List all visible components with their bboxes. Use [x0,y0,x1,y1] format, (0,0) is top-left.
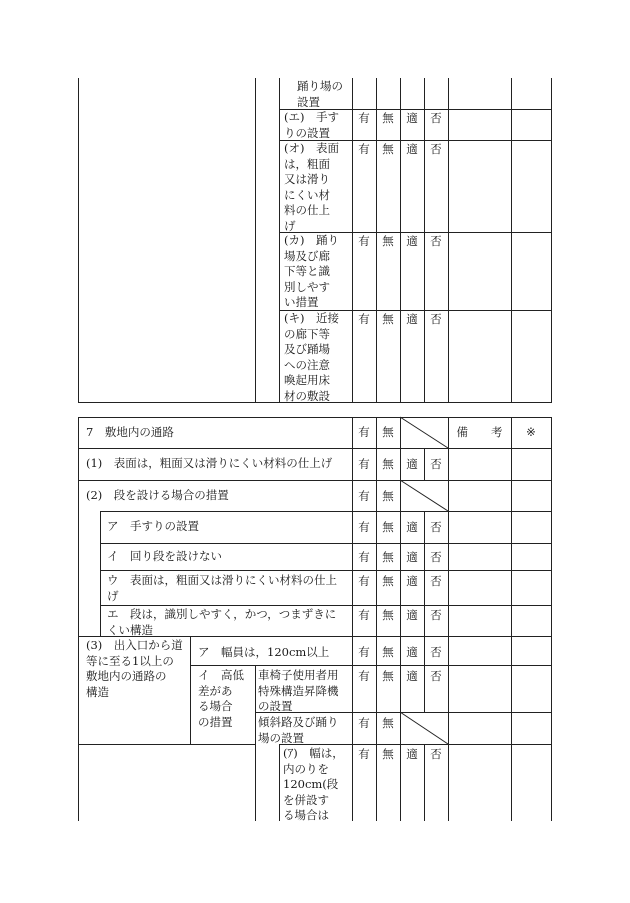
upper-row-text: い措置 [284,295,319,309]
upper-mark-ok: 適 [406,142,418,156]
upper-mark-yes: 有 [358,234,370,248]
upper-mark-no: 無 [382,234,394,248]
item2-u-mark-ng: 否 [430,574,442,588]
item2-e-label: くい構造 [107,622,153,637]
item2-a-mark-yes: 有 [358,520,370,534]
item2-a-label: ア 手すりの設置 [107,519,199,533]
section7-title: 7 敷地内の通路 [86,425,174,439]
upper-row-text: 及び踊場 [284,342,330,356]
upper-mark-ng: 否 [430,111,442,125]
upper-mark-ok: 適 [406,312,418,326]
width-note-label: る場合は [283,808,329,822]
item2-mark-yes: 有 [358,489,370,503]
upper-row-text: (キ) 近接 [284,311,339,325]
item2-e-mark-ok: 適 [406,608,418,622]
diagonal-header [400,417,448,448]
upper-row-text: 設置 [297,94,320,109]
item3-label: 敷地内の通路の [86,669,167,683]
diagonal-slope [400,712,448,744]
item2-i-mark-yes: 有 [358,550,370,564]
upper-mark-no: 無 [382,312,394,326]
upper-row-text: 下等と識 [284,264,330,278]
item2-i-mark-ok: 適 [406,550,418,564]
section7-kome-label: ※ [526,425,536,439]
item2-u-mark-no: 無 [382,574,394,588]
item2-i-mark-ng: 否 [430,550,442,564]
item3-a-mark-ok: 適 [406,645,418,659]
upper-row-text: 別しやす [284,279,330,294]
item2-a-mark-ng: 否 [430,520,442,534]
wheelchair-label: の設置 [258,699,293,713]
section7-header-yes: 有 [358,425,370,439]
upper-mark-ng: 否 [430,234,442,248]
slope-label: 場の設置 [258,730,304,745]
item2-u-mark-yes: 有 [358,574,370,588]
upper-row-text: (オ) 表面 [284,141,339,155]
item2-u-label: げ [107,588,119,603]
item1-mark-ok: 適 [406,457,418,471]
item2-a-mark-no: 無 [382,520,394,534]
wheelchair-mark-yes: 有 [358,669,370,683]
width-note-mark-yes: 有 [358,747,370,761]
item3-i-label: イ 高低 [198,668,244,682]
item1-mark-yes: 有 [358,457,370,471]
slope-mark-yes: 有 [358,716,370,730]
item1-label: (1) 表面は，粗面又は滑りにくい材料の仕上げ [86,456,333,470]
item2-u-mark-ok: 適 [406,574,418,588]
upper-mark-no: 無 [382,142,394,156]
item3-i-label: 差があ [198,683,233,698]
item3-i-label: の措置 [198,714,233,729]
upper-row-text: (エ) 手す [284,110,339,124]
item3-label: 等に至る1以上の [86,653,174,668]
item3-a-mark-ng: 否 [430,645,442,659]
diagonal-item2 [400,480,448,511]
item1-mark-ng: 否 [430,457,442,471]
upper-mark-yes: 有 [358,142,370,156]
item2-a-mark-ok: 適 [406,520,418,534]
item2-e-mark-no: 無 [382,608,394,622]
item2-e-mark-ng: 否 [430,608,442,622]
upper-row-text: への注意 [284,357,330,372]
item3-label: (3) 出入口から道 [86,638,183,652]
item2-mark-no: 無 [382,489,394,503]
width-note-mark-no: 無 [382,747,394,761]
item3-a-mark-yes: 有 [358,645,370,659]
item3-i-label: る場合 [198,699,233,713]
width-note-label: (ｱ) 幅は， [283,746,344,760]
slope-mark-no: 無 [382,716,394,730]
slope-label: 傾斜路及び踊り [258,715,339,729]
upper-mark-no: 無 [382,111,394,125]
upper-row-text: 料の仕上 [284,203,330,217]
upper-mark-yes: 有 [358,312,370,326]
upper-row-text: 踊り場の [297,79,343,93]
upper-row-text: りの設置 [284,125,330,140]
width-note-label: 120cm(段 [283,777,339,791]
item2-e-mark-yes: 有 [358,608,370,622]
item2-u-label: ウ 表面は，粗面又は滑りにくい材料の仕上 [107,573,337,587]
width-note-mark-ng: 否 [430,747,442,761]
upper-row-text: にくい材 [284,187,330,202]
item3-a-mark-no: 無 [382,645,394,659]
upper-row-text: 材の敷設 [284,388,330,403]
wheelchair-mark-no: 無 [382,669,394,683]
wheelchair-mark-ng: 否 [430,669,442,683]
item2-label: (2) 段を設ける場合の措置 [86,488,229,502]
width-note-mark-ok: 適 [406,747,418,761]
section7-biko-label: 備 考 [456,425,503,439]
upper-mark-ok: 適 [406,234,418,248]
section7-header-no: 無 [382,425,394,439]
upper-row-text: 場及び廊 [284,248,330,263]
upper-row-text: 又は滑り [284,172,330,186]
upper-row-text: の廊下等 [284,326,330,341]
width-note-label: 内のりを [283,761,329,776]
item2-e-label: エ 段は，識別しやすく，かつ，つまずきに [107,607,337,621]
wheelchair-mark-ok: 適 [406,669,418,683]
item3-a-label: ア 幅員は，120cm以上 [198,645,330,659]
upper-row-text: 喚起用床 [284,373,330,387]
upper-row-text: (カ) 踊り [284,233,339,247]
item1-mark-no: 無 [382,457,394,471]
item2-i-label: イ 回り段を設けない [107,549,222,563]
item3-label: 構造 [86,684,109,699]
upper-row-text: は，粗面 [284,156,330,171]
upper-mark-ng: 否 [430,312,442,326]
width-note-label: を併設す [283,792,329,807]
upper-mark-yes: 有 [358,111,370,125]
upper-mark-ok: 適 [406,111,418,125]
item2-i-mark-no: 無 [382,550,394,564]
upper-row-text: げ [284,218,296,233]
wheelchair-label: 車椅子使用者用 [258,668,339,682]
wheelchair-label: 特殊構造昇降機 [258,683,339,698]
upper-mark-ng: 否 [430,142,442,156]
